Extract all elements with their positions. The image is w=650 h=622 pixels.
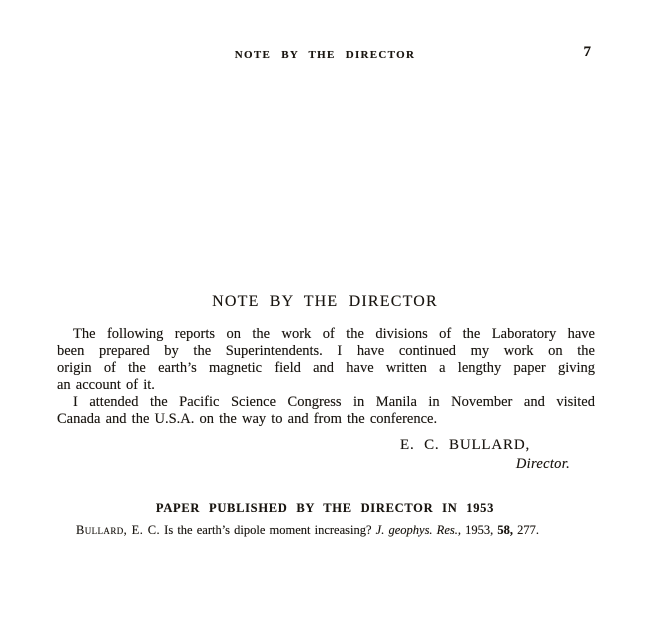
running-header-title: NOTE BY THE DIRECTOR xyxy=(234,49,416,61)
section-title: NOTE BY THE DIRECTOR xyxy=(212,293,438,310)
running-header xyxy=(0,44,650,66)
citation-page: 277. xyxy=(517,523,539,537)
publications-heading: PAPER PUBLISHED BY THE DIRECTOR IN 1953 xyxy=(155,501,495,515)
signature-name: E. C. BULLARD, xyxy=(400,437,530,453)
paragraph-line: Canada and the U.S.A. on the way to and from the conference. xyxy=(57,410,438,427)
citation-journal: J. geophys. Res., xyxy=(375,523,461,537)
citation-year: 1953, xyxy=(465,523,494,537)
paragraph-line: The following reports on the work of the divisions of the Laboratory have xyxy=(73,326,595,342)
paragraph-line: an account of it. xyxy=(57,376,155,393)
citation-title: Is the earth’s dipole moment increasing? xyxy=(164,523,372,537)
citation xyxy=(76,523,606,538)
citation-volume: 58, xyxy=(497,523,513,537)
note-body xyxy=(57,326,595,427)
signature-role: Director. xyxy=(515,456,570,472)
citation-author: Bullard, E. C. xyxy=(76,523,161,537)
signature-block xyxy=(0,437,650,473)
page-number: 7 xyxy=(583,44,591,60)
paragraph-line: origin of the earth’s magnetic field and have written a lengthy paper giving xyxy=(57,359,595,376)
paragraph-line: been prepared by the Superintendents. I have continued my work on the xyxy=(57,342,595,359)
paragraph-line: I attended the Pacific Science Congress in Manila in November and visited xyxy=(73,393,595,410)
